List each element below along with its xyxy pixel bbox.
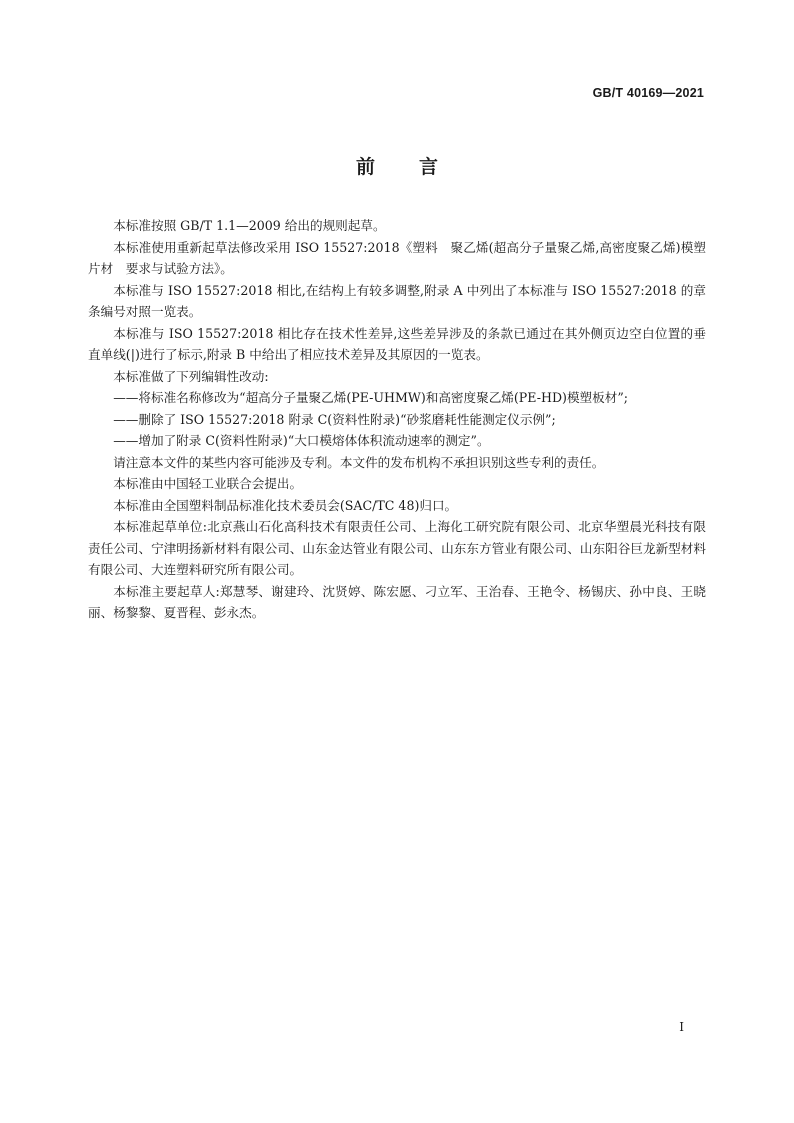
paragraph-adoption-method: 本标准使用重新起草法修改采用 ISO 15527:2018《塑料 聚乙烯(超高分子量聚乙烯,高密度聚乙烯)模塑片材 要求与试验方法》。 [88, 239, 706, 276]
paragraph-editorial-changes-intro: 本标准做了下列编辑性改动: [113, 368, 269, 384]
paragraph-administered-by: 本标准由全国塑料制品标准化技术委员会(SAC/TC 48)归口。 [113, 497, 458, 513]
paragraph-drafters: 本标准主要起草人:郑慧琴、谢建玲、沈贤婷、陈宏愿、刁立军、王治春、王艳令、杨锡庆、孙中良、王晓丽、杨黎黎、夏晋程、彭永杰。 [88, 583, 706, 620]
paragraph-proposed-by: 本标准由中国轻工业联合会提出。 [113, 476, 303, 491]
preface-body [88, 215, 706, 624]
page-number: I [679, 1020, 684, 1034]
list-item-editorial-change: ——将标准名称修改为“超高分子量聚乙烯(PE-UHMW)和高密度聚乙烯(PE-HD)模塑板材”; [113, 390, 629, 405]
list-item-editorial-change: ——增加了附录 C(资料性附录)“大口模熔体体积流动速率的测定”。 [113, 433, 490, 448]
standard-number: GB/T 40169—2021 [592, 86, 704, 100]
paragraph-drafting-rules: 本标准按照 GB/T 1.1—2009 给出的规则起草。 [113, 218, 386, 233]
paragraph-technical-differences: 本标准与 ISO 15527:2018 相比存在技术性差异,这些差异涉及的条款已通过在其外侧页边空白位置的垂直单线(|)进行了标示,附录 B 中给出了相应技术差异及其原因的一览表。 [88, 325, 706, 362]
paragraph-drafting-organizations: 本标准起草单位:北京燕山石化高科技术有限责任公司、上海化工研究院有限公司、北京华塑晨光科技有限责任公司、宁津明扬新材料有限公司、山东金达管业有限公司、山东东方管业有限公司、山东阳谷巨龙新型材料有限公司、大连塑料研究所有限公司。 [88, 519, 706, 577]
page-title: 前言 [355, 156, 482, 178]
paragraph-structure-changes: 本标准与 ISO 15527:2018 相比,在结构上有较多调整,附录 A 中列出了本标准与 ISO 15527:2018 的章条编号对照一览表。 [88, 282, 706, 319]
paragraph-patent-notice: 请注意本文件的某些内容可能涉及专利。本文件的发布机构不承担识别这些专利的责任。 [113, 454, 605, 470]
list-item-editorial-change: ——删除了 ISO 15527:2018 附录 C(资料性附录)“砂浆磨耗性能测定仪示例”; [113, 411, 556, 427]
